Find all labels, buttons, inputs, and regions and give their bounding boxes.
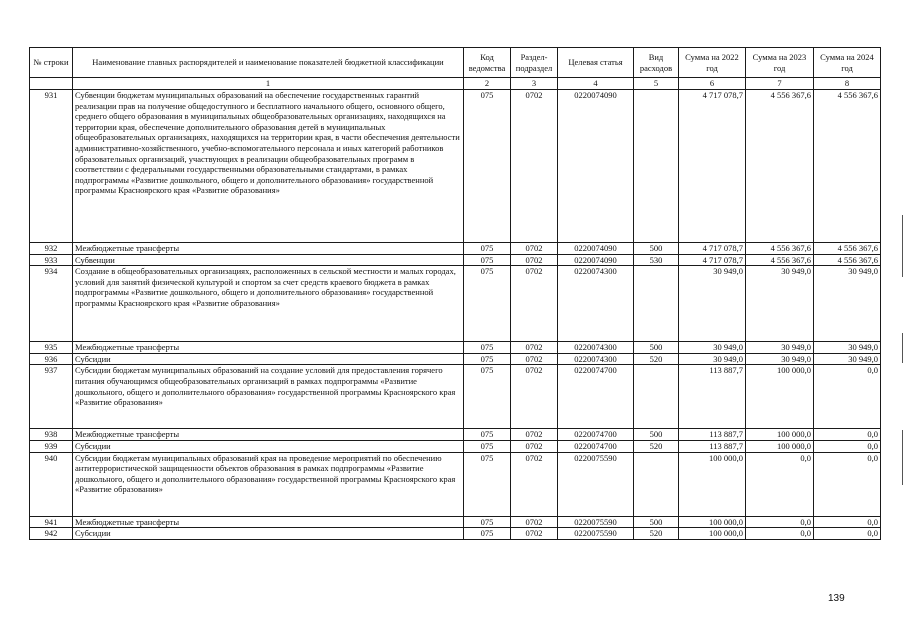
column-number-row — [30, 78, 881, 90]
row-target-article: 0220074300 — [558, 353, 634, 365]
row-section: 0702 — [511, 516, 558, 528]
table-row — [30, 440, 881, 452]
row-name: Межбюджетные трансферты — [73, 342, 464, 354]
row-number: 942 — [30, 528, 73, 540]
row-target-article: 0220074090 — [558, 90, 634, 243]
header-sum-2023: Сумма на 2023 год — [746, 48, 814, 78]
row-department-code: 075 — [464, 353, 511, 365]
row-section: 0702 — [511, 243, 558, 255]
row-expense-type: 520 — [634, 440, 679, 452]
row-expense-type — [634, 452, 679, 516]
row-sum-2024: 4 556 367,6 — [814, 254, 881, 266]
row-name: Межбюджетные трансферты — [73, 429, 464, 441]
row-number: 939 — [30, 440, 73, 452]
row-section: 0702 — [511, 440, 558, 452]
row-number: 941 — [30, 516, 73, 528]
row-number: 933 — [30, 254, 73, 266]
table-row — [30, 342, 881, 354]
header-row-number: № строки — [30, 48, 73, 78]
row-sum-2022: 100 000,0 — [679, 452, 746, 516]
row-sum-2024: 30 949,0 — [814, 266, 881, 342]
column-number: 4 — [558, 78, 634, 90]
row-name: Межбюджетные трансферты — [73, 516, 464, 528]
row-sum-2024: 0,0 — [814, 365, 881, 429]
header-name: Наименование главных распорядителей и наименование показателей бюджетной классификации — [73, 48, 464, 78]
row-sum-2022: 30 949,0 — [679, 353, 746, 365]
scan-edge-mark — [902, 333, 903, 363]
row-department-code: 075 — [464, 516, 511, 528]
row-sum-2022: 113 887,7 — [679, 365, 746, 429]
row-target-article: 0220074300 — [558, 342, 634, 354]
column-number: 5 — [634, 78, 679, 90]
table-body — [30, 90, 881, 540]
page-number: 139 — [828, 593, 845, 604]
row-section: 0702 — [511, 429, 558, 441]
column-number: 8 — [814, 78, 881, 90]
row-name: Субсидии бюджетам муниципальных образований края на проведение мероприятий по обеспечению антитеррористической защищенности объектов образования в рамках подпрограммы «Развитие дошкольного, общего и дополнительного образования» государственной программы Красноярского края «Развитие образования» — [73, 452, 464, 516]
row-sum-2023: 4 556 367,6 — [746, 90, 814, 243]
scan-edge-mark — [902, 430, 903, 485]
column-number: 6 — [679, 78, 746, 90]
column-number: 2 — [464, 78, 511, 90]
row-section: 0702 — [511, 365, 558, 429]
row-sum-2023: 100 000,0 — [746, 365, 814, 429]
row-target-article: 0220075590 — [558, 516, 634, 528]
row-department-code: 075 — [464, 528, 511, 540]
row-sum-2024: 0,0 — [814, 452, 881, 516]
row-name: Субвенции — [73, 254, 464, 266]
row-department-code: 075 — [464, 254, 511, 266]
row-number: 934 — [30, 266, 73, 342]
row-department-code: 075 — [464, 266, 511, 342]
row-target-article: 0220074090 — [558, 254, 634, 266]
row-expense-type — [634, 365, 679, 429]
row-sum-2023: 0,0 — [746, 528, 814, 540]
row-section: 0702 — [511, 528, 558, 540]
row-department-code: 075 — [464, 243, 511, 255]
row-section: 0702 — [511, 353, 558, 365]
row-sum-2022: 100 000,0 — [679, 516, 746, 528]
row-sum-2023: 4 556 367,6 — [746, 243, 814, 255]
table-header — [30, 48, 881, 90]
budget-table-container — [29, 47, 881, 540]
row-section: 0702 — [511, 254, 558, 266]
table-row — [30, 528, 881, 540]
row-sum-2023: 100 000,0 — [746, 440, 814, 452]
column-number: 1 — [73, 78, 464, 90]
row-target-article: 0220074700 — [558, 429, 634, 441]
column-number — [30, 78, 73, 90]
row-number: 940 — [30, 452, 73, 516]
row-name: Субсидии бюджетам муниципальных образований на создание условий для предоставления горячего питания обучающимся общеобразовательных организаций в рамках подпрограммы «Развитие дошкольного, общего и дополнительного образования» государственной программы Красноярского края «Развитие образования» — [73, 365, 464, 429]
row-sum-2024: 0,0 — [814, 528, 881, 540]
row-sum-2023: 100 000,0 — [746, 429, 814, 441]
row-target-article: 0220075590 — [558, 528, 634, 540]
column-number: 3 — [511, 78, 558, 90]
table-row — [30, 266, 881, 342]
row-sum-2022: 4 717 078,7 — [679, 254, 746, 266]
row-sum-2023: 0,0 — [746, 452, 814, 516]
row-expense-type — [634, 90, 679, 243]
table-row — [30, 254, 881, 266]
column-number: 7 — [746, 78, 814, 90]
row-department-code: 075 — [464, 452, 511, 516]
row-sum-2024: 30 949,0 — [814, 353, 881, 365]
row-section: 0702 — [511, 452, 558, 516]
row-sum-2024: 0,0 — [814, 440, 881, 452]
row-sum-2022: 100 000,0 — [679, 528, 746, 540]
row-department-code: 075 — [464, 342, 511, 354]
table-row — [30, 429, 881, 441]
row-sum-2024: 4 556 367,6 — [814, 90, 881, 243]
row-expense-type — [634, 266, 679, 342]
header-department-code: Код ведомства — [464, 48, 511, 78]
row-expense-type: 500 — [634, 429, 679, 441]
scan-edge-mark — [902, 215, 903, 277]
row-department-code: 075 — [464, 429, 511, 441]
row-target-article: 0220075590 — [558, 452, 634, 516]
row-expense-type: 530 — [634, 254, 679, 266]
row-name: Создание в общеобразовательных организациях, расположенных в сельской местности и малых городах, условий для занятий физической культурой и спортом за счет средств краевого бюджета в рамках подпрограммы «Развитие дошкольного, общего и дополнительного образования» государственной программы Красноярского края «Развитие образования» — [73, 266, 464, 342]
row-sum-2024: 4 556 367,6 — [814, 243, 881, 255]
table-row — [30, 353, 881, 365]
header-expense-type: Вид расходов — [634, 48, 679, 78]
row-sum-2022: 4 717 078,7 — [679, 243, 746, 255]
header-sum-2022: Сумма на 2022 год — [679, 48, 746, 78]
row-number: 932 — [30, 243, 73, 255]
row-name: Субвенции бюджетам муниципальных образований на обеспечение государственных гарантий реализации прав на получение общедоступного и бесплатного начального общего, основного общего, среднего общего образования в муниципальных общеобразовательных организациях, находящихся на территории края, обеспечение дополнительного образования детей в муниципальных общеобразовательных организациях, находящихся на территории края, в части обеспечения деятельности административно-хозяйственного, учебно-вспомогательного персонала и иных категорий работников образовательных организаций, участвующих в реализации общеобразовательных программ в соответствии с федеральными государственными образовательными стандартами, в рамках подпрограммы «Развитие дошкольного, общего и дополнительного образования» государственной программы Красноярского края «Развитие образования» — [73, 90, 464, 243]
row-sum-2022: 4 717 078,7 — [679, 90, 746, 243]
row-sum-2023: 30 949,0 — [746, 342, 814, 354]
row-name: Субсидии — [73, 353, 464, 365]
row-department-code: 075 — [464, 365, 511, 429]
table-row — [30, 452, 881, 516]
row-name: Субсидии — [73, 528, 464, 540]
row-number: 938 — [30, 429, 73, 441]
row-expense-type: 520 — [634, 528, 679, 540]
row-target-article: 0220074700 — [558, 440, 634, 452]
row-sum-2022: 30 949,0 — [679, 266, 746, 342]
header-target-article: Целевая статья — [558, 48, 634, 78]
row-expense-type: 500 — [634, 243, 679, 255]
row-sum-2022: 113 887,7 — [679, 429, 746, 441]
table-row — [30, 516, 881, 528]
row-sum-2023: 4 556 367,6 — [746, 254, 814, 266]
row-sum-2024: 0,0 — [814, 429, 881, 441]
row-sum-2022: 30 949,0 — [679, 342, 746, 354]
row-sum-2023: 30 949,0 — [746, 353, 814, 365]
row-expense-type: 500 — [634, 516, 679, 528]
row-name: Субсидии — [73, 440, 464, 452]
row-expense-type: 520 — [634, 353, 679, 365]
table-row — [30, 365, 881, 429]
row-sum-2022: 113 887,7 — [679, 440, 746, 452]
row-number: 931 — [30, 90, 73, 243]
table-row — [30, 90, 881, 243]
row-sum-2023: 30 949,0 — [746, 266, 814, 342]
row-sum-2023: 0,0 — [746, 516, 814, 528]
row-department-code: 075 — [464, 90, 511, 243]
row-expense-type: 500 — [634, 342, 679, 354]
budget-table — [29, 47, 881, 540]
row-name: Межбюджетные трансферты — [73, 243, 464, 255]
header-section: Раздел-подраздел — [511, 48, 558, 78]
row-target-article: 0220074700 — [558, 365, 634, 429]
row-section: 0702 — [511, 90, 558, 243]
row-target-article: 0220074300 — [558, 266, 634, 342]
row-target-article: 0220074090 — [558, 243, 634, 255]
row-number: 935 — [30, 342, 73, 354]
row-sum-2024: 30 949,0 — [814, 342, 881, 354]
table-row — [30, 243, 881, 255]
header-sum-2024: Сумма на 2024 год — [814, 48, 881, 78]
row-department-code: 075 — [464, 440, 511, 452]
row-number: 936 — [30, 353, 73, 365]
row-sum-2024: 0,0 — [814, 516, 881, 528]
row-number: 937 — [30, 365, 73, 429]
row-section: 0702 — [511, 342, 558, 354]
row-section: 0702 — [511, 266, 558, 342]
